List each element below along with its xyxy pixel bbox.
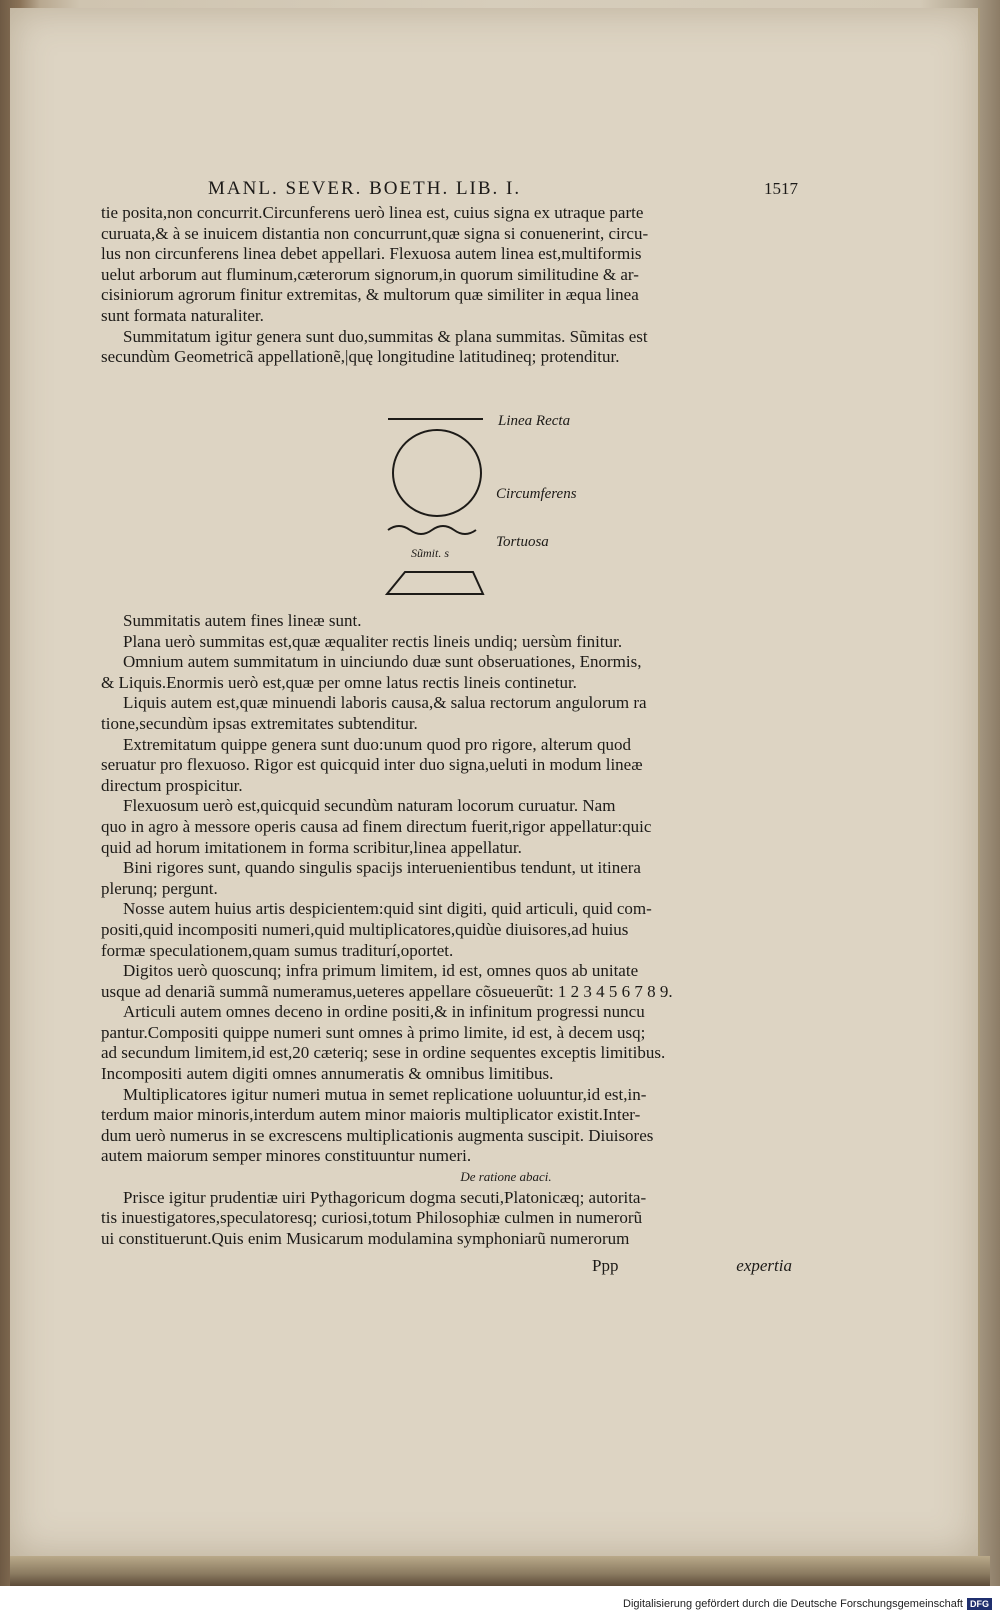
wavy-line-shape [388,526,476,534]
text-block-top [101,203,791,368]
text-line: directum prospicitur. [101,775,243,795]
text-line: tione,secundùm ipsas extremitates subtenditur. [101,713,418,733]
text-line: formæ speculationem,quam sumus traditurí,oportet. [101,940,454,960]
page-catchline [592,1256,792,1276]
text-line: Omnium autem summitatum in uinciundo duæ sunt obseruationes, Enormis, [123,652,642,672]
folio-number: 1517 [764,179,798,198]
text-line: Plana uerò summitas est,quæ æqualiter rectis lineis undiq; uersùm finitur. [123,631,623,651]
text-line: cisiniorum agrorum finitur extremitas, & multorum quæ similiter in æqua linea [101,285,639,305]
text-line: positi,quid incompositi numeri,quid multiplicatores,quidùe diuisores,ad huius [101,919,629,939]
gathering-signature: Ppp [592,1256,619,1275]
text-line: ui constituerunt.Quis enim Musicarum modulamina symphoniarũ numerorum [101,1228,630,1248]
text-line: tie posita,non concurrit.Circunferens uerò linea est, cuius signa ex utraque parte [101,203,644,222]
text-line: Summitatis autem fines lineæ sunt. [123,611,362,630]
page-edge [10,1556,990,1586]
catchword: expertia [736,1256,792,1275]
section-subheading: De ratione abaci. [460,1169,552,1185]
text-line: quid ad horum imitationem in forma scribitur,linea appellatur. [101,837,522,857]
text-line: terdum maior minoris,interdum autem minor maioris multiplicator existit.Inter- [101,1105,641,1125]
text-line: ad secundum limitem,id est,20 cæteriq; sese in ordine sequentes exceptis limitibus. [101,1043,666,1063]
geometry-figure [385,412,605,602]
text-line: autem maiorum semper minores constituuntur numeri. [101,1146,472,1166]
text-line: pantur.Compositi quippe numeri sunt omnes à primo limite, id est, à decem usq; [101,1022,646,1042]
text-line: dum uerò numerus in se excrescens multiplicationis augmenta suscipit. Diuisores [101,1125,654,1145]
figure-drawing [385,412,605,602]
text-line: lus non circunferens linea debet appellari. Flexuosa autem linea est,multiformis [101,244,642,264]
text-line: uelut arborum aut fluminum,cæterorum signorum,in quorum similitudine & ar- [101,264,639,284]
text-line: Nosse autem huius artis despicientem:quid sint digiti, quid articuli, quid com- [123,899,652,919]
text-line: quo in agro à messore operis causa ad finem directum fuerit,rigor appellatur:quic [101,816,652,836]
text-line: Articuli autem omnes deceno in ordine positi,& in infinitum progressi nuncu [123,1002,645,1022]
running-header [208,178,798,200]
running-title: MANL. SEVER. BOETH. LIB. I. [208,178,522,199]
dfg-logo-icon: DFG [967,1598,992,1610]
text-block-main [101,611,791,1249]
label-tortuosa: Tortuosa [496,534,549,550]
text-line: curuata,& à se inuicem distantia non concurrunt,quæ signa si conuenerint, circu- [101,223,649,243]
text-line: Extremitatum quippe genera sunt duo:unum quod pro rigore, alterum quod [123,734,631,754]
text-line: Bini rigores sunt, quando singulis spacijs interuenientibus tendunt, ut itinera [123,858,641,878]
text-line: Summitatum igitur genera sunt duo,summitas & plana summitas. Sũmitas est [123,326,648,346]
text-line: Flexuosum uerò est,quicquid secundùm naturam locorum curuatur. Nam [123,796,616,816]
text-line: usque ad denariã summã numeramus,ueteres appellare cõsueuerũt: 1 2 3 4 5 6 7 8 9. [101,981,673,1001]
label-recta: Linea Recta [498,413,571,429]
text-line: & Liquis.Enormis uerò est,quæ per omne latus rectis lineis continetur. [101,672,577,692]
text-line: seruatur pro flexuoso. Rigor est quicquid inter duo signa,ueluti in modum lineæ [101,755,643,775]
text-line: plerunq; pergunt. [101,878,218,898]
text-line: Prisce igitur prudentiæ uiri Pythagoricum dogma secuti,Platonicæq; autorita- [123,1187,647,1207]
text-line: sunt formata naturaliter. [101,305,264,325]
footer-credit: Digitalisierung gefördert durch die Deutsche Forschungsgemeinschaft [623,1598,963,1610]
text-line: Multiplicatores igitur numeri mutua in semet replicatione uoluuntur,id est,in- [123,1084,647,1104]
text-line: secundùm Geometricã appellationẽ,|quę longitudine latitudineq; protenditur. [101,347,620,367]
text-line: Digitos uerò quoscunq; infra primum limitem, id est, omnes quos ab unitate [123,961,639,981]
label-circumferens: Circumferens [496,486,577,502]
circle-shape [393,430,481,516]
text-line: Incompositi autem digiti omnes annumeratis & omnibus limitibus. [101,1064,554,1084]
label-summitas: Sũmit. s [411,546,450,560]
text-line: tis inuestigatores,speculatoresq; curiosi,totum Philosophiæ culmen in numerorũ [101,1208,643,1228]
text-line: Liquis autem est,quæ minuendi laboris causa,& salua rectorum angulorum ra [123,693,647,713]
trapezoid-shape [387,572,483,594]
digitization-footer [0,1586,1000,1622]
